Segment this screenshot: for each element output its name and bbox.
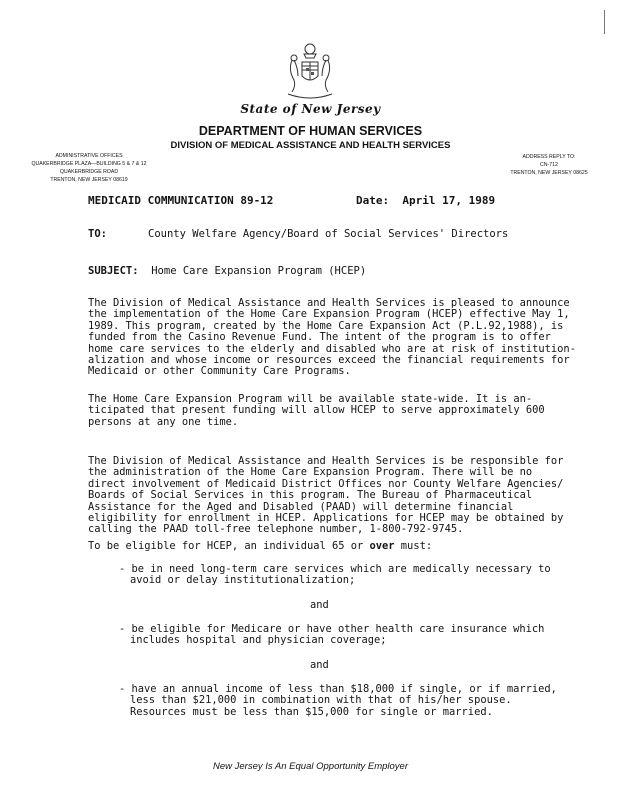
text-line: direct involvement of Medicaid District Offices nor County Welfare Agencies/ <box>88 477 564 490</box>
footer-equal-opportunity: New Jersey Is An Equal Opportunity Employer <box>212 761 408 772</box>
address-line: QUAKERBRIDGE ROAD <box>59 169 119 175</box>
text-line: persons at any one time. <box>88 415 239 428</box>
text-line: ticipated that present funding will allow HCEP to serve approximately 600 <box>88 404 545 417</box>
division-title: DIVISION OF MEDICAL ASSISTANCE AND HEALTH SERVICES <box>170 140 451 151</box>
text-line: - be eligible for Medicare or have other health care insurance which <box>119 623 545 635</box>
text-line: calling the PAAD toll-free telephone number, 1-800-792-9745. <box>88 523 464 536</box>
paragraph-announcement <box>88 298 576 378</box>
text-line: home care services to the elderly and disabled who are at risk of institution- <box>88 342 576 355</box>
text-line: Resources must be less than $15,000 for single or married. <box>130 705 493 718</box>
address-line: CN-712 <box>540 162 558 168</box>
administrative-offices-address <box>4 152 174 184</box>
text-line: The Home Care Expansion Program will be available state-wide. It is an- <box>88 393 533 405</box>
address-line: TRENTON, NEW JERSEY 08625 <box>510 170 588 176</box>
text-line: includes hospital and physician coverage; <box>130 634 387 647</box>
eligibility-criterion <box>119 624 544 647</box>
text-line: Boards of Social Services in this program. The Bureau of Pharmaceutical <box>88 489 533 502</box>
date-value: April 17, 1989 <box>402 194 496 207</box>
subject-value: Home Care Expansion Program (HCEP) <box>151 265 367 277</box>
text-line: The Division of Medical Assistance and Health Services is pleased to announce <box>88 297 570 309</box>
eligibility-criterion <box>119 684 557 718</box>
intro-text-end: must: <box>394 540 433 552</box>
text-line: eligibility for enrollment in HCEP. Applications for HCEP may be obtained by <box>88 512 564 525</box>
text-line: alization and whose income or resources exceed the financial requirements for <box>88 354 570 367</box>
text-line: less than $21,000 in combination with that of his/her spouse. <box>130 694 512 707</box>
state-name: State of New Jersey <box>240 102 381 116</box>
text-line: the administration of the Home Care Expansion Program. There will be no <box>88 466 533 479</box>
date-label: Date: <box>356 194 390 207</box>
to-line <box>88 228 508 240</box>
conjunction: and <box>310 659 329 671</box>
memo-date <box>356 194 495 207</box>
text-line: The Division of Medical Assistance and Health Services is be responsible for <box>88 455 564 467</box>
state-seal-icon <box>284 40 336 102</box>
intro-text: To be eligible for HCEP, an individual 65 or <box>88 540 370 552</box>
to-label: TO: <box>88 228 107 240</box>
eligibility-criterion <box>119 564 551 587</box>
address-line: ADMINISTRATIVE OFFICES <box>55 153 123 159</box>
department-title: DEPARTMENT OF HUMAN SERVICES <box>198 124 423 138</box>
text-line: Assistance for the Aged and Disabled (PAAD) will determine financial <box>88 500 514 513</box>
address-line: QUAKERBRIDGE PLAZA—BUILDING 5 & 7 & 12 <box>31 161 147 167</box>
address-line: TRENTON, NEW JERSEY 08619 <box>50 177 128 183</box>
intro-emphasis: over <box>369 540 395 552</box>
text-line: Medicaid or other Community Care Programs. <box>88 365 351 378</box>
scan-artifact-line <box>604 10 605 34</box>
text-line: 1989. This program, created by the Home Care Expansion Act (P.L.92,1988), is <box>88 319 564 332</box>
text-line: - have an annual income of less than $18,000 if single, or if married, <box>119 683 557 695</box>
paragraph-administration <box>88 456 563 536</box>
text-line: - be in need long-term care services which are medically necessary to <box>119 563 551 575</box>
subject-line <box>88 265 366 277</box>
text-line: the implementation of the Home Care Expansion Program (HCEP) effective May 1, <box>88 308 570 321</box>
subject-label: SUBJECT: <box>88 265 139 277</box>
eligibility-intro <box>88 540 432 552</box>
reply-address <box>484 153 614 177</box>
paragraph-availability <box>88 394 545 428</box>
conjunction: and <box>310 599 329 611</box>
address-line: ADDRESS REPLY TO: <box>522 154 576 160</box>
communication-number: MEDICAID COMMUNICATION 89-12 <box>88 194 274 207</box>
to-value: County Welfare Agency/Board of Social Services' Directors <box>148 228 509 240</box>
text-line: funded from the Casino Revenue Fund. The intent of the program is to offer <box>88 331 551 344</box>
text-line: avoid or delay institutionalization; <box>130 574 356 587</box>
